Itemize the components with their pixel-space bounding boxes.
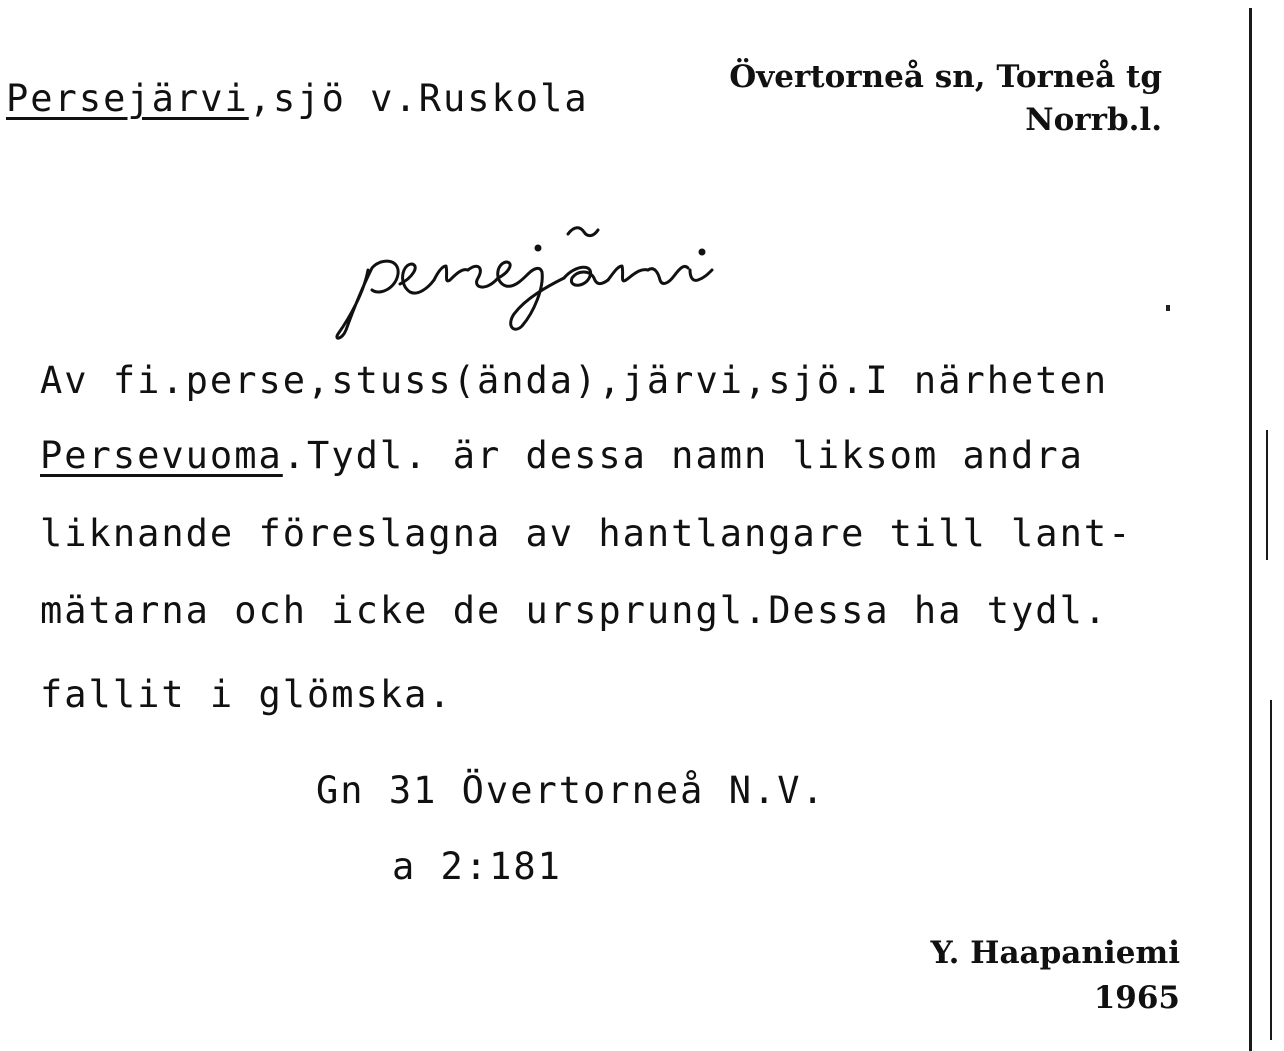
map-reference: Gn 31 Övertorneå N.V.	[316, 769, 826, 812]
card-edge-rule	[1249, 8, 1252, 1051]
region-stamp-county: Norrb.l.	[1025, 102, 1162, 138]
archive-reference: a 2:181	[392, 845, 562, 888]
card-edge-rule-secondary	[1266, 430, 1268, 560]
body-line-4: mätarna och icke de ursprungl.Dessa ha tydl.	[40, 589, 1109, 632]
body-line-2	[40, 434, 1084, 477]
body-line-3: liknande föreslagna av hantlangare till lant-	[40, 512, 1133, 555]
handwritten-pronunciation	[328, 222, 848, 342]
collection-year: 1965	[1093, 980, 1180, 1016]
collector-name: Y. Haapaniemi	[930, 935, 1180, 971]
scan-speck	[1166, 305, 1170, 311]
body-line-2-text: .Tydl. är dessa namn liksom andra	[282, 434, 1084, 477]
region-stamp-parish: Övertorneå sn, Torneå tg	[729, 59, 1162, 95]
body-underlined-name: Persevuoma	[40, 434, 283, 477]
headword: Persejärvi	[6, 77, 249, 120]
body-line-1: Av fi.perse,stuss(ända),järvi,sjö.I närheten	[40, 359, 1109, 402]
body-line-5: fallit i glömska.	[40, 673, 453, 716]
card-edge-rule-tertiary	[1270, 700, 1272, 1040]
headword-line	[6, 77, 589, 120]
headword-description: ,sjö v.Ruskola	[248, 77, 589, 120]
